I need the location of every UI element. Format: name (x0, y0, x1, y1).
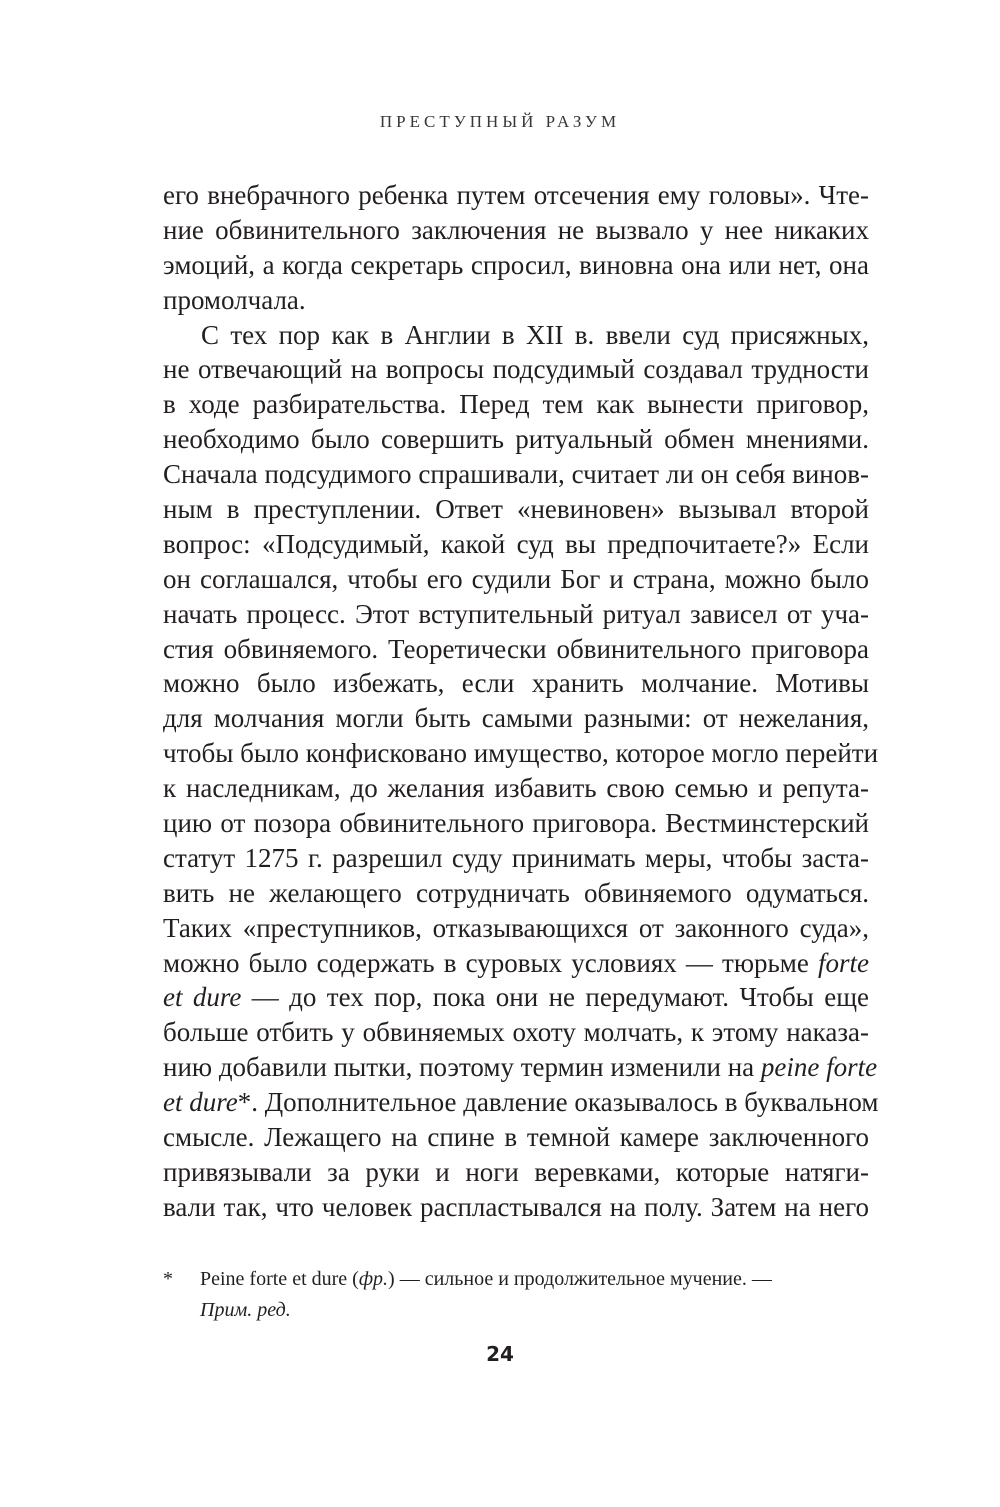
page-number: 24 (486, 1342, 514, 1366)
text-line: статут 1275 г. разрешил суду принимать меры, чтобы застa- (163, 842, 869, 873)
text-line: вить не желающего сотрудничать обвиняемого одуматься. (163, 877, 869, 908)
footnote (163, 1264, 869, 1326)
text-line: необходимо было совершить ритуальный обмен мнениями. (163, 424, 869, 455)
text-line: et dure*. Дополнительное давление оказывалось в буквальном (163, 1087, 879, 1118)
text-line: можно было избежать, если хранить молчание. Мотивы (163, 668, 869, 699)
text-line: нию добавили пытки, поэтому термин изменили на peine forte (163, 1052, 878, 1083)
text-line: чтобы было конфисковано имущество, которое могло перейти (163, 738, 879, 769)
text-line: для молчания могли быть самыми разными: от нежелания, (163, 703, 869, 734)
text-line: вопрос: «Подсудимый, какой суд вы предпочитаете?» Если (163, 528, 869, 559)
text-line: ным в преступлении. Ответ «невиновен» вызывал второй (163, 494, 869, 525)
text-line: его внебрачного ребенка путем отсечения ему головы». Чте- (163, 180, 869, 210)
text-line: вали так, что человек распластывался на полу. Затем на него (163, 1191, 869, 1222)
text-line: ние обвинительного заключения не вызвало у нее никаких (163, 214, 869, 245)
text-line: смысле. Лежащего на спине в темной камере заключенного (163, 1122, 869, 1153)
text-line: привязывали за руки и ноги веревками, которые натяги- (163, 1156, 869, 1187)
text-line: цию от позора обвинительного приговора. Вестминстерский (163, 808, 869, 839)
text-line: стия обвиняемого. Теоретически обвинительного приговора (163, 633, 869, 664)
footnote-marker: * (163, 1268, 173, 1290)
italic-term: et dure (163, 982, 242, 1013)
running-head-title: ПРЕСТУПНЫЙ РАЗУМ (379, 112, 621, 131)
footnote-text (200, 1264, 869, 1326)
footnote-line: Прим. ред. (200, 1299, 291, 1321)
text-line: С тех пор как в Англии в XII в. ввели суд присяжных, (201, 319, 869, 350)
italic-term: peine forte (760, 1052, 878, 1083)
text-line: не отвечающий на вопросы подсудимый создавал трудности (163, 354, 869, 385)
text-line: он соглашался, чтобы его судили Бог и страна, можно было (163, 563, 869, 594)
text-line: можно было содержать в суровых условиях — тюрьме forte (163, 947, 869, 978)
text-line: начать процесс. Этот вступительный ритуал зависел от уча- (163, 598, 869, 629)
text-line: Сначала подсудимого спрашивали, считает ли он себя винов- (163, 459, 869, 490)
text-line: et dure — до тех пор, пока они не передумают. Чтобы еще (163, 982, 869, 1013)
footnote-line: Peine forte et dure (фр.) — сильное и продолжительное мучение. — (200, 1268, 772, 1290)
body-text (163, 178, 879, 1225)
text-line: промолчала. (163, 284, 306, 315)
text-line: к наследникам, до желания избавить свою семью и репута- (163, 773, 869, 804)
text-line: больше отбить у обвиняемых охоту молчать, к этому наказа- (163, 1017, 869, 1048)
text-line: Таких «преступников, отказывающихся от законного суда», (163, 912, 869, 943)
italic-term: forte (818, 947, 869, 978)
italic-term: et dure (163, 1087, 238, 1118)
text-line: эмоций, а когда секретарь спросил, виновна она или нет, она (163, 249, 869, 280)
text-line: в ходе разбирательства. Перед тем как вынести приговор, (163, 389, 869, 420)
